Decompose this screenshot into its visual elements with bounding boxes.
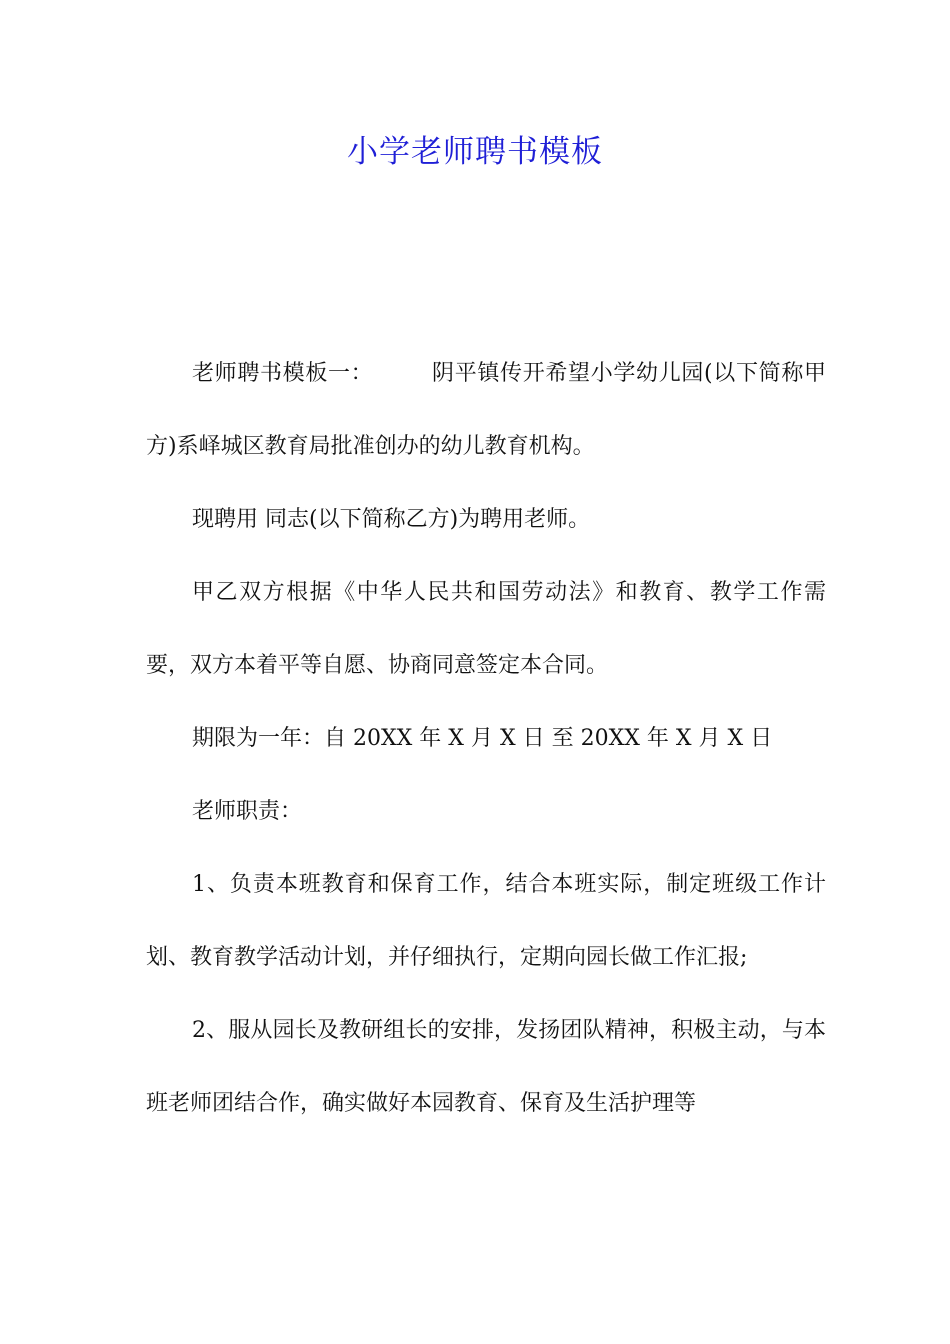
document-title: 小学老师聘书模板 <box>347 134 603 170</box>
paragraph-duty-1: 1、负责本班教育和保育工作，结合本班实际，制定班级工作计划、教育教学活动计划，并仔细执行，定期向园长做工作汇报; <box>146 872 826 970</box>
paragraph-intro <box>146 337 826 483</box>
paragraph-appointment: 现聘用 同志(以下简称乙方)为聘用老师。 <box>192 507 591 532</box>
intro-text: 阴平镇传开希望小学幼儿园(以下简称甲方)系峄城区教育局批准创办的幼儿教育机构。 <box>146 361 826 459</box>
document-body <box>146 337 826 1140</box>
intro-lead: 老师聘书模板一： <box>192 361 374 386</box>
paragraph-duties-heading: 老师职责： <box>192 799 303 824</box>
paragraph-legal-basis: 甲乙双方根据《中华人民共和国劳动法》和教育、教学工作需要，双方本着平等自愿、协商同意签定本合同。 <box>146 580 826 678</box>
paragraph-duty-2: 2、服从园长及教研组长的安排，发扬团队精神，积极主动，与本班老师团结合作，确实做好本园教育、保育及生活护理等 <box>146 1018 826 1116</box>
paragraph-term: 期限为一年：自 20XX 年 X 月 X 日 至 20XX 年 X 月 X 日 <box>192 726 773 751</box>
